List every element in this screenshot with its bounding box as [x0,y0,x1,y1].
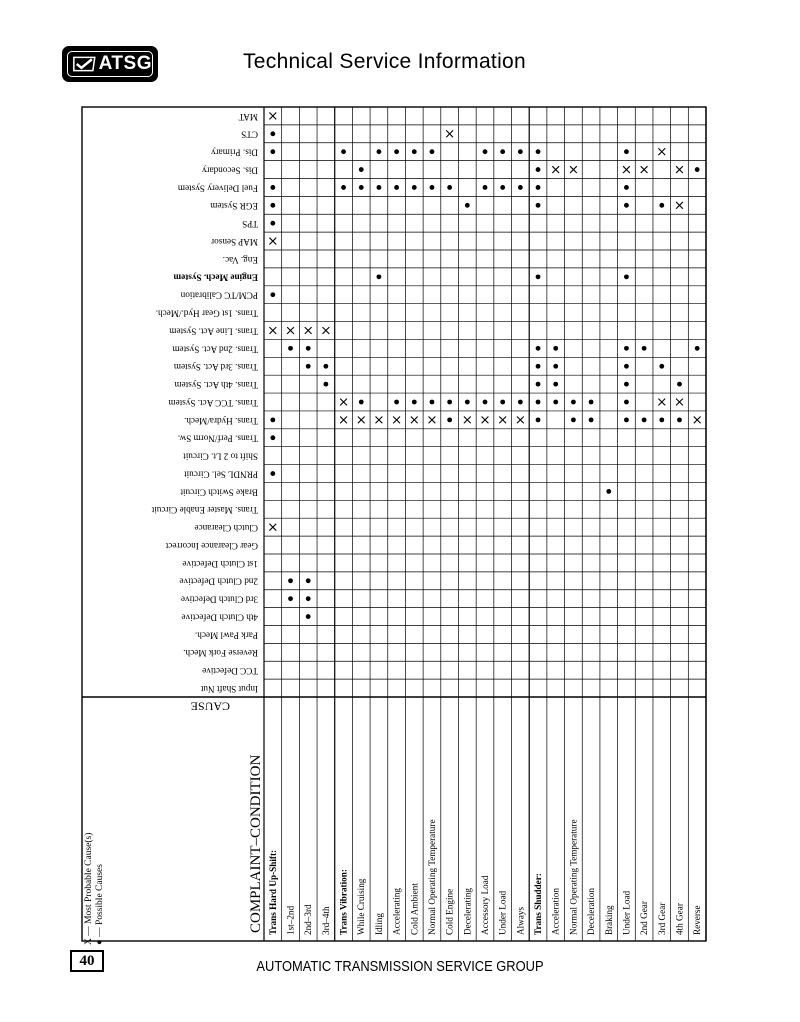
most-probable-cause-mark [269,327,276,334]
footer-text: AUTOMATIC TRANSMISSION SERVICE GROUP [256,958,544,975]
possible-cause-mark [447,400,452,405]
possible-cause-mark [483,149,488,154]
possible-cause-mark [536,149,541,154]
cause-label: Trans. 3rd Act. System [173,362,258,373]
possible-cause-mark [270,435,275,440]
logo-text: ATSG [98,53,152,74]
condition-label: Cold Engine [444,888,455,935]
possible-cause-mark [536,417,541,422]
most-probable-cause-mark [376,416,383,423]
most-probable-cause-mark [499,416,506,423]
most-probable-cause-mark [658,399,665,406]
possible-cause-mark [306,614,311,619]
possible-cause-mark [536,185,541,190]
condition-label: Cold Ambient [409,883,420,935]
possible-cause-mark [359,185,364,190]
condition-label: 2nd–3rd [303,904,314,935]
possible-cause-mark [695,167,700,172]
possible-cause-mark [500,185,505,190]
cause-label: Trans. 4th Act. System [174,380,258,391]
possible-cause-mark [536,167,541,172]
cause-label: PRNDL Sel. Circuit [184,469,258,480]
condition-label: Idling [373,913,384,935]
possible-cause-mark [430,149,435,154]
possible-cause-mark [306,364,311,369]
most-probable-cause-mark [552,166,559,173]
possible-cause-mark [323,364,328,369]
cause-label: Trans. Master Enable Circuit [151,505,258,516]
possible-cause-mark [624,203,629,208]
possible-cause-mark [624,417,629,422]
possible-cause-mark [412,400,417,405]
condition-label: Accelerating [391,888,402,935]
possible-cause-mark [377,149,382,154]
possible-cause-mark [288,346,293,351]
possible-cause-mark [306,596,311,601]
most-probable-cause-mark [393,416,400,423]
possible-cause-mark [659,203,664,208]
possible-cause-mark [270,292,275,297]
possible-cause-mark [624,364,629,369]
cause-label: Clutch Clearance [194,523,258,534]
possible-cause-mark [270,131,275,136]
cause-label: Shift to 2 Lt. Circuit [183,451,258,462]
possible-cause-mark [606,489,611,494]
possible-cause-mark [306,346,311,351]
page-title: Technical Service Information [243,50,526,73]
condition-label: While Cruising [356,878,367,935]
possible-cause-mark [536,364,541,369]
most-probable-cause-mark [464,416,471,423]
condition-label: 2nd Gear [639,901,650,935]
possible-cause-mark [270,203,275,208]
condition-label: Braking [603,905,614,935]
possible-cause-mark [270,417,275,422]
cause-label: Trans. TCC Act. System [168,397,258,408]
possible-cause-mark [589,400,594,405]
page-number: 40 [70,950,104,972]
possible-cause-mark [642,346,647,351]
cause-label: 2nd Clutch Defective [179,576,258,587]
cause-label: PCM/TC Calibration [180,290,258,301]
most-probable-cause-mark [641,166,648,173]
condition-label: 3rd Gear [656,902,667,935]
condition-label: Trans Vibration: [338,869,349,935]
cause-label: Dis. Secondary [201,165,258,176]
most-probable-cause-mark [322,327,329,334]
condition-label: Normal Operating Temperature [426,819,437,935]
cause-label: EGR System [210,201,258,212]
possible-cause-mark [394,149,399,154]
cause-label: Park Pawl Mech. [194,630,258,641]
possible-cause-mark [571,400,576,405]
condition-label: 4th Gear [674,903,685,935]
cause-label: Reverse Fork Mech. [183,648,258,659]
possible-cause-mark [624,382,629,387]
possible-cause-mark [553,364,558,369]
possible-cause-mark [518,149,523,154]
cause-label: Trans. Hydra/Mech. [184,415,258,426]
possible-cause-mark [341,185,346,190]
possible-cause-mark [624,346,629,351]
possible-cause-mark [323,382,328,387]
possible-cause-mark [288,596,293,601]
cause-label: Dis. Primary [211,147,258,158]
most-probable-cause-mark [269,113,276,120]
condition-label: Always [515,906,526,935]
cause-label: CTS [241,129,258,140]
most-probable-cause-mark [570,166,577,173]
cause-label: MAP Sensor [211,236,258,247]
legend-possible: ● — Possible Causes [95,864,105,945]
possible-cause-mark [553,346,558,351]
possible-cause-mark [447,185,452,190]
most-probable-cause-mark [269,524,276,531]
legend-most-probable: X — Most Probable Cause(s) [84,832,94,945]
possible-cause-mark [659,417,664,422]
condition-label: 1st–2nd [285,905,296,935]
possible-cause-mark [677,382,682,387]
condition-label: 3rd–4th [320,906,331,935]
possible-cause-mark [465,203,470,208]
most-probable-cause-mark [358,416,365,423]
possible-cause-mark [270,149,275,154]
condition-label: Trans Shudder: [533,873,544,935]
most-probable-cause-mark [623,166,630,173]
most-probable-cause-mark [676,202,683,209]
most-probable-cause-mark [517,416,524,423]
possible-cause-mark [536,274,541,279]
cause-label: Input Shaft Nut [200,683,258,694]
possible-cause-mark [412,185,417,190]
most-probable-cause-mark [411,416,418,423]
condition-label: Normal Operating Temperature [568,819,579,935]
possible-cause-mark [270,471,275,476]
possible-cause-mark [553,400,558,405]
cause-label: 3rd Clutch Defective [180,594,258,605]
possible-cause-mark [624,149,629,154]
possible-cause-mark [430,185,435,190]
most-probable-cause-mark [676,166,683,173]
most-probable-cause-mark [676,399,683,406]
condition-label: Under Load [497,890,508,935]
cause-label: Trans. 2nd Act. System [172,344,258,355]
possible-cause-mark [394,400,399,405]
cause-heading: CAUSE [190,699,230,714]
possible-cause-mark [394,185,399,190]
most-probable-cause-mark [340,399,347,406]
possible-cause-mark [553,382,558,387]
possible-cause-mark [571,417,576,422]
most-probable-cause-mark [305,327,312,334]
possible-cause-mark [518,400,523,405]
cause-label: Brake Switch Circuit [180,487,258,498]
possible-cause-mark [695,346,700,351]
most-probable-cause-mark [446,130,453,137]
possible-cause-mark [483,185,488,190]
possible-cause-mark [536,203,541,208]
cause-label: Trans. Line Act. System [169,326,258,337]
possible-cause-mark [536,346,541,351]
most-probable-cause-mark [694,416,701,423]
most-probable-cause-mark [287,327,294,334]
possible-cause-mark [465,400,470,405]
possible-cause-mark [642,417,647,422]
most-probable-cause-mark [269,238,276,245]
condition-label: Reverse [692,905,703,935]
cause-label: Engine Mech. System [173,272,258,283]
possible-cause-mark [359,400,364,405]
condition-label: Under Load [621,890,632,935]
possible-cause-mark [377,185,382,190]
possible-cause-mark [288,578,293,583]
possible-cause-mark [624,185,629,190]
possible-cause-mark [500,400,505,405]
possible-cause-mark [589,417,594,422]
complaint-condition-heading: COMPLAINT–CONDITION [248,754,264,933]
possible-cause-mark [270,221,275,226]
possible-cause-mark [624,400,629,405]
possible-cause-mark [447,417,452,422]
cause-label: TCC Defective [202,666,258,677]
possible-cause-mark [430,400,435,405]
cause-label: 4th Clutch Defective [181,612,258,623]
cause-label: Trans. 1st Gear Hyd./Mech. [155,308,258,319]
condition-label: Accessory Load [480,875,490,935]
possible-cause-mark [359,167,364,172]
condition-label: Decelerating [462,888,473,935]
possible-cause-mark [270,185,275,190]
condition-label: Trans Hard Up-Shift: [267,849,278,935]
cause-label: Gear Clearance Incorrect [165,540,258,551]
possible-cause-mark [500,149,505,154]
cause-label: MAT [238,111,258,122]
possible-cause-mark [677,417,682,422]
condition-label: Deceleration [586,888,597,935]
most-probable-cause-mark [658,148,665,155]
possible-cause-mark [483,400,488,405]
possible-cause-mark [659,364,664,369]
possible-cause-mark [536,400,541,405]
possible-cause-mark [412,149,417,154]
cause-label: 1st Clutch Defective [182,558,258,569]
most-probable-cause-mark [429,416,436,423]
cause-label: Eng. Vac. [222,254,258,265]
possible-cause-mark [306,578,311,583]
cause-label: TPS [242,219,258,230]
most-probable-cause-mark [482,416,489,423]
most-probable-cause-mark [340,416,347,423]
possible-cause-mark [341,149,346,154]
possible-cause-mark [536,382,541,387]
condition-label: Acceleration [550,888,561,935]
possible-cause-mark [377,274,382,279]
cause-label: Trans. Perf/Norm Sw. [177,433,258,444]
cause-label: Fuel Delivery System [177,183,258,194]
possible-cause-mark [518,185,523,190]
possible-cause-mark [624,274,629,279]
